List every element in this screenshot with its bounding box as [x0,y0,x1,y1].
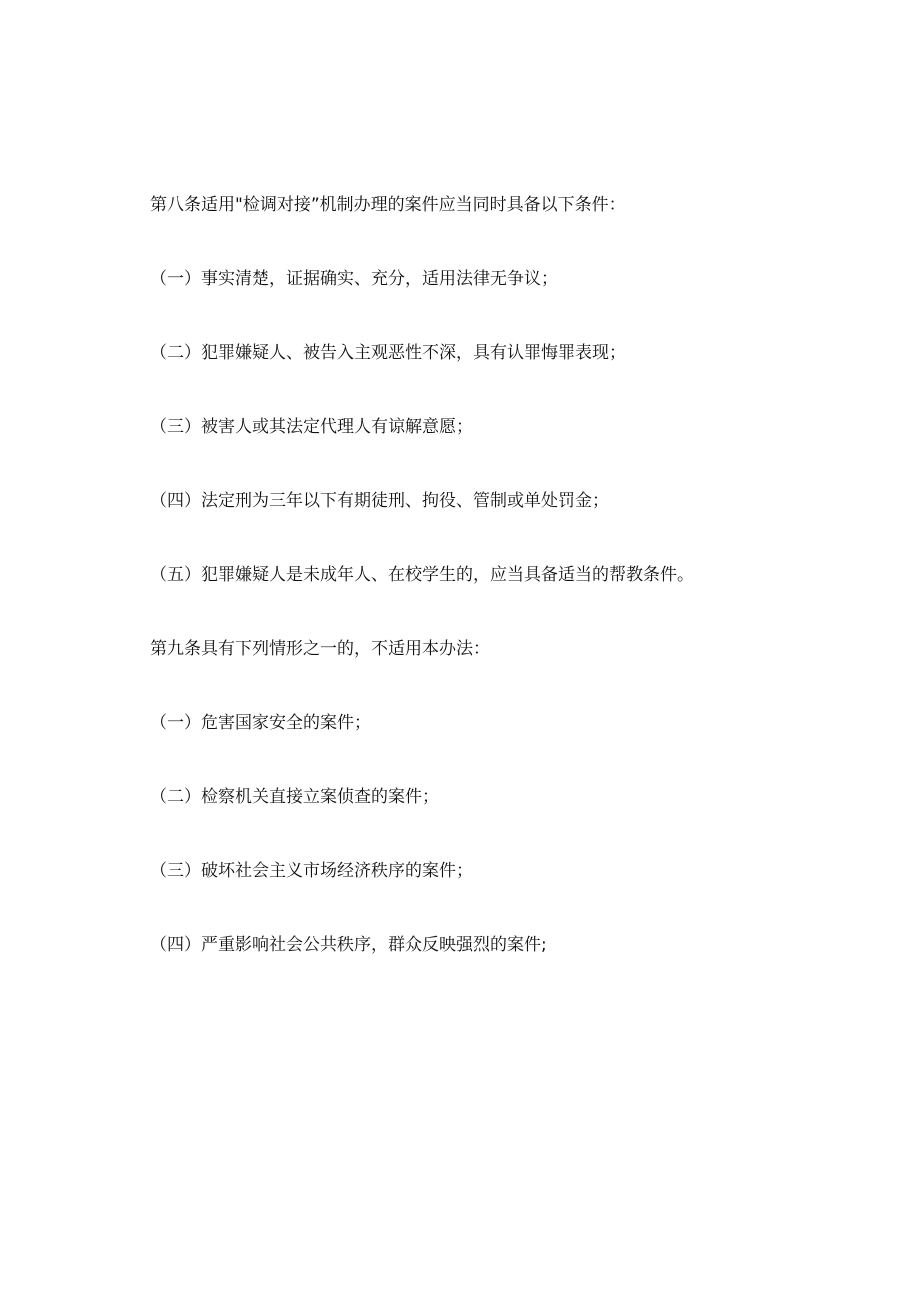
article-8-heading: 第八条适用"检调对接”机制办理的案件应当同时具备以下条件： [150,195,626,215]
article-9-item-1: （一）危害国家安全的案件； [150,713,371,733]
article-8-item-1: （一）事实清楚，证据确实、充分，适用法律无争议； [150,269,558,289]
article-8-item-4: （四）法定刑为三年以下有期徒刑、拘役、管制或单处罚金； [150,491,609,511]
article-8-item-3: （三）被害人或其法定代理人有谅解意愿； [150,417,473,437]
article-9-item-2: （二）检察机关直接立案侦查的案件； [150,787,439,807]
article-8-item-5: （五）犯罪嫌疑人是未成年人、在校学生的，应当具备适当的帮教条件。 [150,565,694,585]
article-8-item-2: （二）犯罪嫌疑人、被告入主观恶性不深，具有认罪悔罪表现； [150,343,626,363]
article-9-heading: 第九条具有下列情形之一的，不适用本办法： [150,639,490,659]
article-9-item-3: （三）破坏社会主义市场经济秩序的案件； [150,861,473,881]
article-9-item-4: （四）严重影响社会公共秩序，群众反映强烈的案件; [150,935,547,955]
